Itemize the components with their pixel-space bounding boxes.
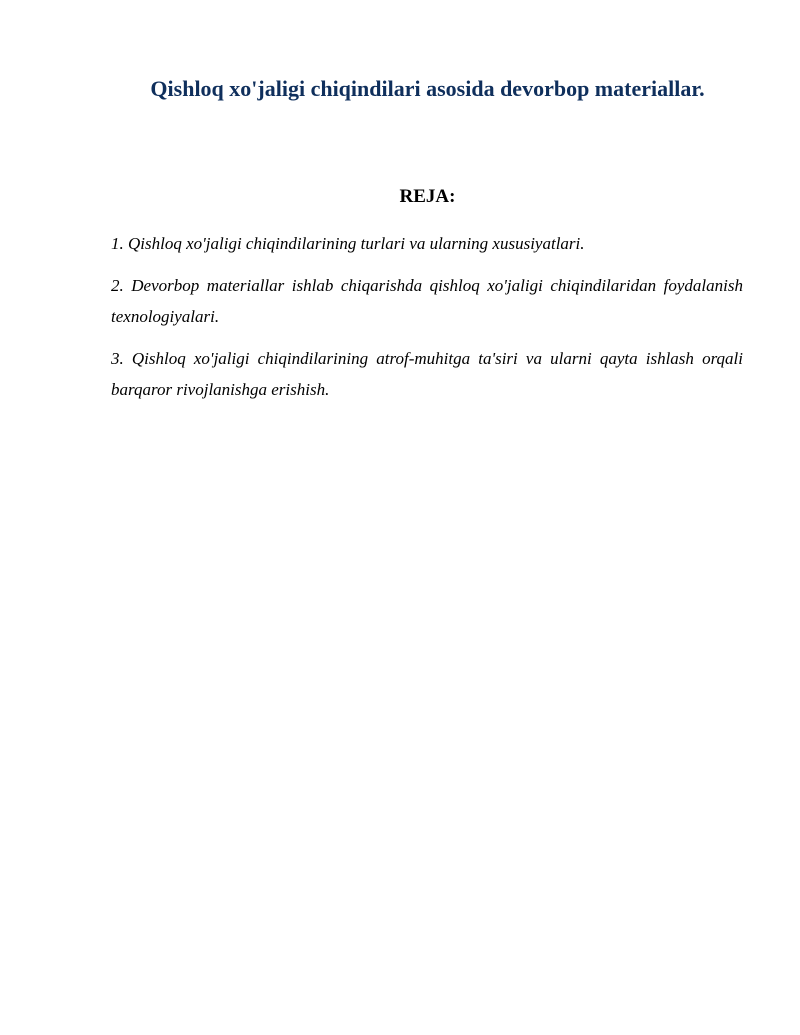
document-title: Qishloq xo'jaligi chiqindilari asosida devorbop materiallar. — [150, 76, 705, 101]
plan-item-1: 1. Qishloq xo'jaligi chiqindilarining turlari va ularning xususiyatlari. — [111, 234, 585, 253]
plan-item-3: 3. Qishloq xo'jaligi chiqindilarining atrof-muhitga ta'siri va ularni qayta ishlash orqali barqaror rivojlanishga erishish. — [111, 349, 743, 399]
plan-heading: REJA: — [399, 186, 456, 207]
plan-list — [111, 228, 743, 416]
plan-item-2: 2. Devorbop materiallar ishlab chiqarishda qishloq xo'jaligi chiqindilaridan foydalanish texnologiyalari. — [111, 276, 743, 326]
